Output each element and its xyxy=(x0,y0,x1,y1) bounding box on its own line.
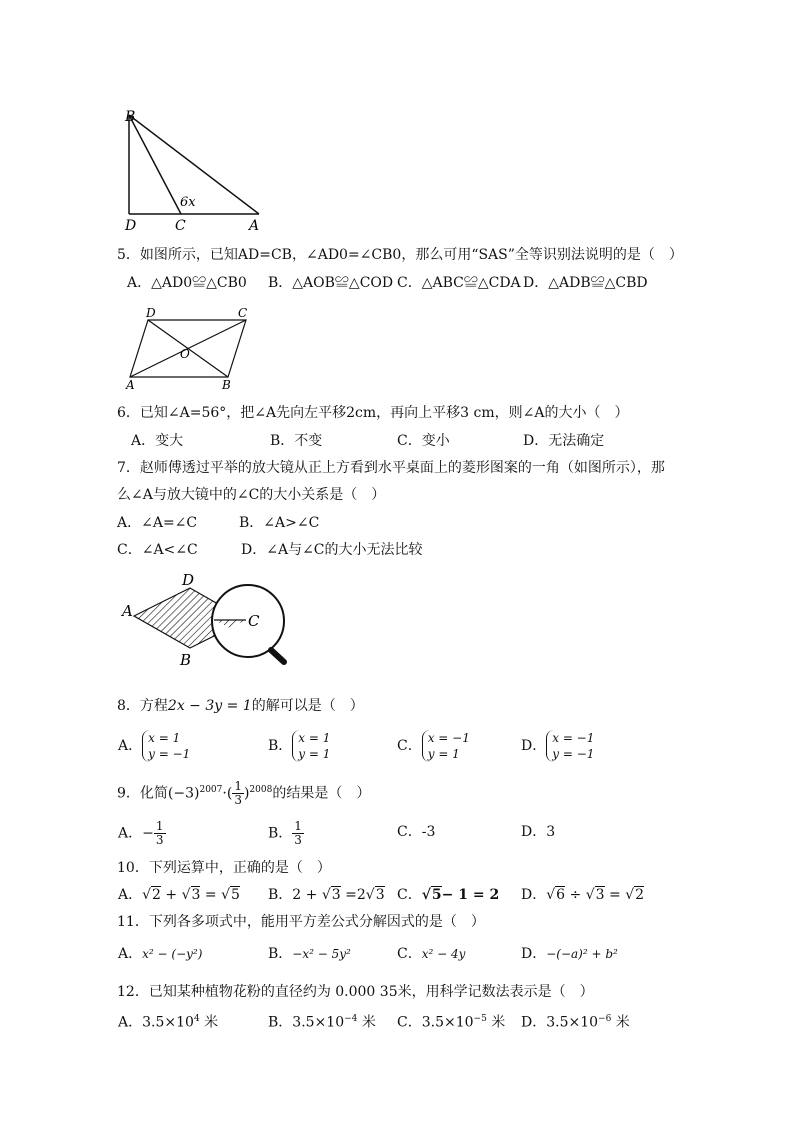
q12-option-c: C．$3.5\times 10^{-5}$ 米 xyxy=(397,1014,506,1031)
q5-stem: 5．如图所示，已知AD=CB，∠AD0=∠CB0，那么可用“SAS”全等识别法说明的是（ ） xyxy=(117,247,683,263)
label-D: D xyxy=(182,571,195,589)
equation-system: x = −1 y = −1 xyxy=(546,730,594,762)
q12-option-b: B．$3.5\times 10^{-4}$ 米 xyxy=(268,1014,376,1031)
q9-option-d: D．3 xyxy=(521,824,556,840)
q12-option-a: A．$3.5\times 10^4$ 米 xyxy=(118,1014,219,1031)
q8-stem xyxy=(117,697,364,715)
q12-option-d: D．$3.5\times 10^{-6}$ 米 xyxy=(521,1014,630,1031)
triangle-figure xyxy=(115,100,275,235)
q10-stem: 10．下列运算中，正确的是（ ） xyxy=(117,860,331,876)
q6-option-a: A．变大 xyxy=(131,433,184,449)
q9-option-a: A．− $\frac{1}{3}$ xyxy=(118,819,164,847)
q7-option-c: C．∠A<∠C xyxy=(117,542,198,558)
label-B: B xyxy=(180,651,192,669)
q8-option-c: C． x = −1 y = 1 xyxy=(397,731,470,761)
q10-option-d: D．√6 ÷ √3 = √2 xyxy=(521,887,645,903)
q6-option-c: C．变小 xyxy=(397,433,450,449)
label-D: D xyxy=(146,306,156,320)
equation-system: x = −1 y = 1 xyxy=(422,730,470,762)
q9-stem: 9．化简$(-3)^{2007}\cdot$( $\frac{1}{3}$ )$^{2008}$的结果是（ ） xyxy=(117,779,371,807)
q7-option-b: B．∠A>∠C xyxy=(239,515,320,531)
q11-option-b: B．−x² − 5y² xyxy=(268,946,351,962)
q12-stem: 12．已知某种植物花粉的直径约为 0.000 35米，用科学记数法表示是（ ） xyxy=(117,984,594,1000)
q8-option-a: A． x = 1 y = −1 xyxy=(118,731,191,761)
q8-option-d: D． x = −1 y = −1 xyxy=(521,731,595,761)
q8-stem-post: 的解可以是（ ） xyxy=(251,698,364,714)
label-C: C xyxy=(175,218,186,234)
q10-option-b: B．2 + √3 =2√3 xyxy=(268,887,385,903)
q11-option-d: D．−(−a)² + b² xyxy=(521,946,618,962)
q7-option-a: A．∠A=∠C xyxy=(117,515,198,531)
label-B: B xyxy=(125,109,136,125)
label-A: A xyxy=(122,602,133,620)
q7-stem-2: 么∠A与放大镜中的∠C的大小关系是（ ） xyxy=(117,487,386,503)
fraction: $\frac{1}{3}$ xyxy=(155,819,164,847)
label-A: A xyxy=(126,378,135,392)
label-A: A xyxy=(249,218,260,234)
q9-option-c: C．-3 xyxy=(397,824,436,840)
q11-option-a: A．x² − (−y²) xyxy=(118,946,203,962)
q5-option-a: A．△AD0≌△CB0 xyxy=(127,275,247,291)
q9-option-b: B． $\frac{1}{3}$ xyxy=(268,819,302,847)
magnifier-figure xyxy=(118,568,298,672)
label-D: D xyxy=(125,218,137,234)
fraction: $\frac{1}{3}$ xyxy=(294,819,302,847)
q5-option-c: C．△ABC≌△CDA xyxy=(397,275,521,291)
parallelogram-figure xyxy=(118,305,258,393)
q11-stem: 11．下列各多项式中，能用平方差公式分解因式的是（ ） xyxy=(117,914,485,930)
q5-option-d: D．△ADB≌△CBD xyxy=(523,275,648,291)
equation-system: x = 1 y = −1 xyxy=(142,730,190,762)
q6-stem: 6．已知∠A=56°，把∠A先向左平移2cm，再向上平移3 cm，则∠A的大小（ ） xyxy=(117,405,629,421)
q8-option-b: B． x = 1 y = 1 xyxy=(268,731,331,761)
q7-option-d: D．∠A与∠C的大小无法比较 xyxy=(241,542,423,558)
q6-option-b: B．不变 xyxy=(270,433,323,449)
q10-option-c: C．√5− 1 = 2 xyxy=(397,887,500,903)
q7-stem-1: 7．赵师傅透过平举的放大镜从正上方看到水平桌面上的菱形图案的一角（如图所示），那 xyxy=(117,460,665,476)
q11-option-c: C．x² − 4y xyxy=(397,946,466,962)
label-B: B xyxy=(222,378,231,392)
fraction: $\frac{1}{3}$ xyxy=(234,779,242,807)
q8-equation: 2x − 3y = 1 xyxy=(167,698,252,714)
q5-option-b: B．△AOB≌△COD xyxy=(268,275,394,291)
label-C: C xyxy=(238,306,248,320)
equation-system: x = 1 y = 1 xyxy=(292,730,330,762)
q8-stem-pre: 8．方程 xyxy=(117,698,168,714)
label-O: O xyxy=(180,347,190,361)
q10-option-a: A．√2 + √3 = √5 xyxy=(118,887,240,903)
angle-label: 6x xyxy=(180,195,196,210)
q6-option-d: D．无法确定 xyxy=(523,433,605,449)
label-C: C xyxy=(248,612,260,630)
